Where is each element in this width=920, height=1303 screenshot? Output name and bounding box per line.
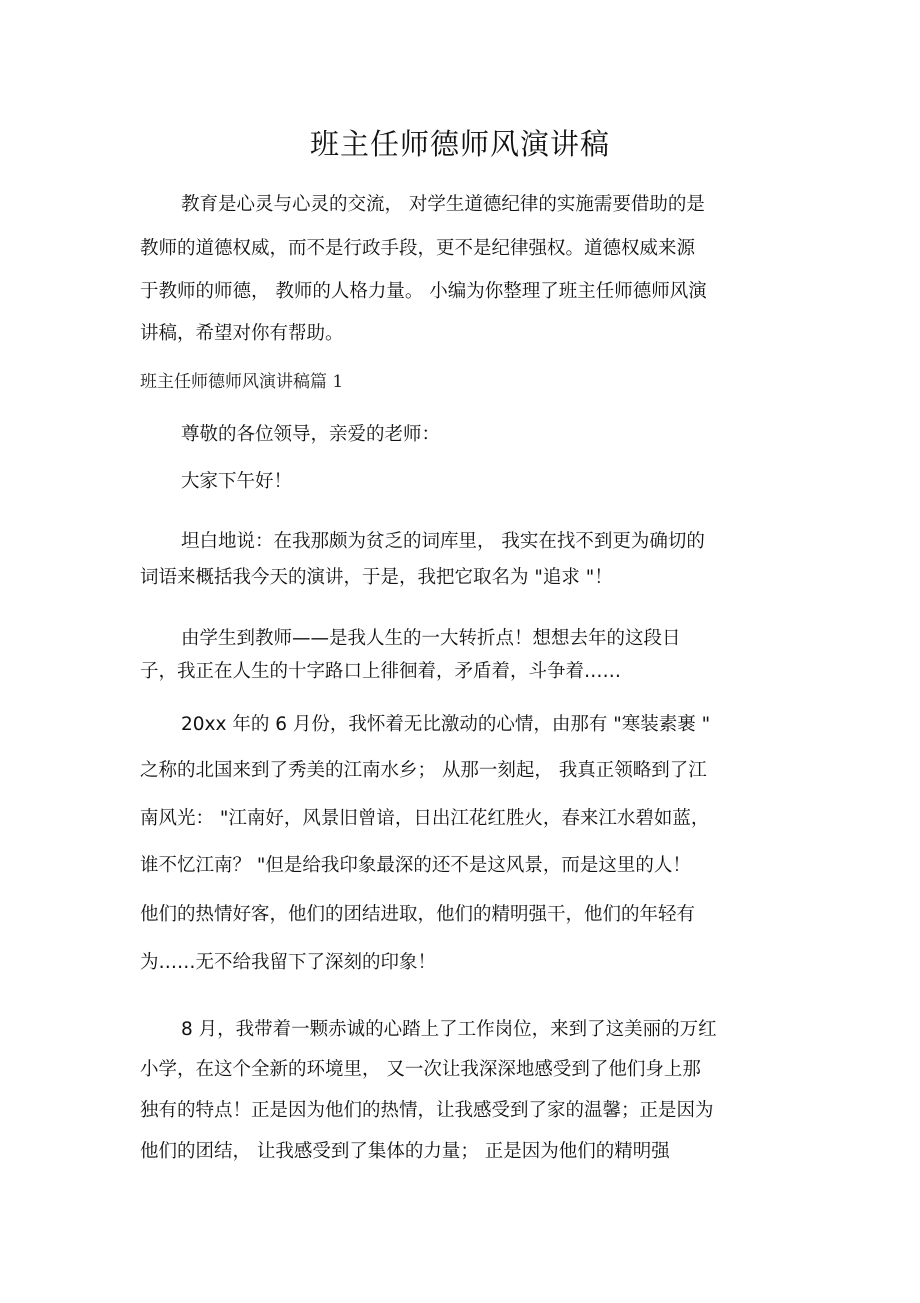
document-title: 班主任师德师风演讲稿 (309, 127, 610, 161)
intro-line: 于教师的师德， 教师的人格力量。 小编为你整理了班主任师德师风演 (140, 281, 707, 302)
paragraph-line: 南风光： "江南好，风景旧曾谙，日出江花红胜火，春来江水碧如蓝， (140, 808, 710, 829)
paragraph-line: 独有的特点！正是因为他们的热情，让我感受到了家的温馨；正是因为 (140, 1100, 714, 1121)
paragraph-line: 他们的团结， 让我感受到了集体的力量； 正是因为他们的精明强 (140, 1141, 670, 1162)
paragraph-line: 之称的北国来到了秀美的江南水乡； 从那一刻起， 我真正领略到了江 (140, 760, 707, 781)
paragraph-line: 他们的热情好客，他们的团结进取，他们的精明强干，他们的年轻有 (140, 904, 696, 925)
paragraph-line: 坦白地说：在我那颇为贫乏的词库里， 我实在找不到更为确切的 (181, 531, 705, 552)
salutation: 大家下午好！ (181, 471, 293, 492)
section-heading: 班主任师德师风演讲稿篇 1 (140, 372, 344, 392)
paragraph-line: 小学，在这个全新的环境里， 又一次让我深深地感受到了他们身上那 (140, 1059, 701, 1080)
paragraph-line: 由学生到教师——是我人生的一大转折点！想想去年的这段日 (181, 628, 681, 649)
intro-line: 教育是心灵与心灵的交流， 对学生道德纪律的实施需要借助的是 (181, 194, 705, 215)
paragraph-line: 8 月，我带着一颗赤诚的心踏上了工作岗位，来到了这美丽的万红 (181, 1019, 717, 1040)
paragraph-line: 谁不忆江南？ "但是给我印象最深的还不是这风景，而是这里的人！ (140, 855, 691, 876)
paragraph-line: 20xx 年的 6 月份，我怀着无比激动的心情，由那有 "寒装素裹 " (181, 714, 711, 735)
intro-line: 教师的道德权威，而不是行政手段，更不是纪律强权。道德权威来源 (140, 238, 696, 259)
paragraph-line: 为……无不给我留下了深刻的印象！ (140, 952, 437, 973)
intro-line: 讲稿，希望对你有帮助。 (140, 323, 344, 344)
paragraph-line: 子，我正在人生的十字路口上徘徊着，矛盾着，斗争着…… (140, 661, 622, 682)
greeting: 尊敬的各位领导，亲爱的老师： (181, 424, 441, 445)
paragraph-line: 词语来概括我今天的演讲，于是，我把它取名为 "追求 "！ (140, 567, 613, 588)
